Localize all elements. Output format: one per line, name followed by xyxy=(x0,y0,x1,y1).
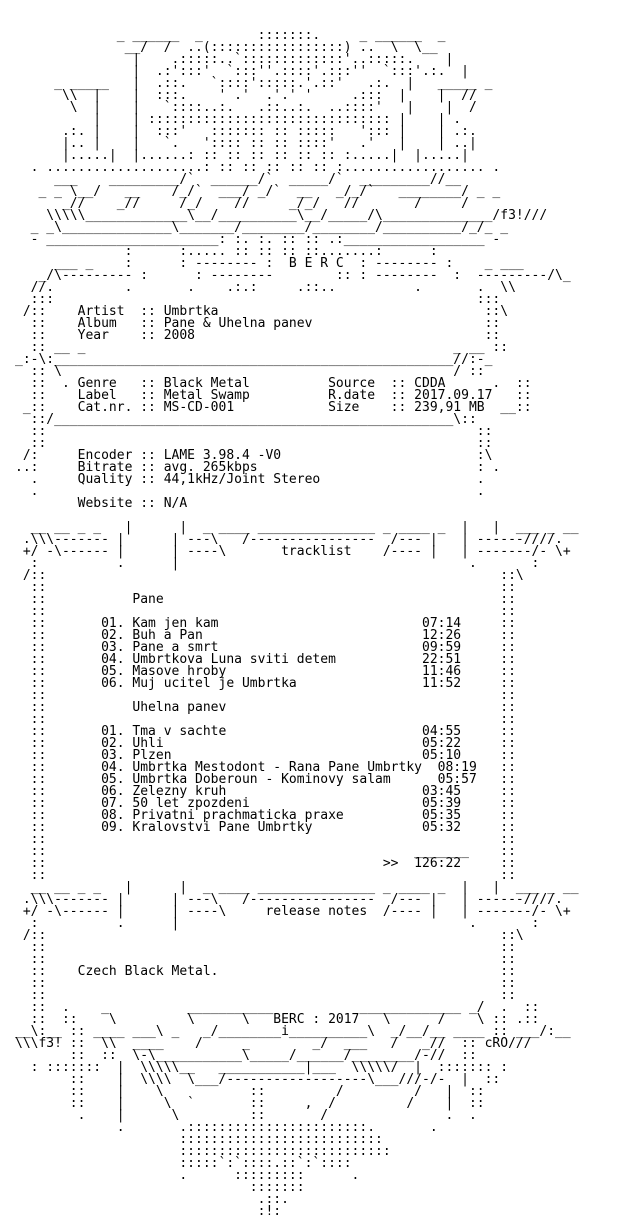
nfo-line: ___ _ : : -------- : B E R C : -------- : _ ___ xyxy=(15,256,524,271)
nfo-line: _/\--------- : : -------- :: : -------- : ---------/\_ xyxy=(15,268,571,283)
nfo-line: __/ / ..(:::::::::::::::::) .. \ \__ xyxy=(15,40,438,55)
nfo-line: . . xyxy=(15,484,485,499)
nfo-line: :: :: \ \ \ BERC : 2017 \ / \ :: .:: xyxy=(15,1012,540,1027)
nfo-line: . ::::::::: . xyxy=(15,1168,360,1183)
nfo-line: :: \ / :: xyxy=(15,364,485,379)
nfo-line: Website :: N/A xyxy=(15,496,188,511)
nfo-line: //. . . .:.: .::.. . . \\ xyxy=(15,280,516,295)
nfo-line: . | \ :: / . . xyxy=(15,1108,477,1123)
nfo-line: ::::::: xyxy=(15,1180,305,1195)
nfo-line: :: :: xyxy=(15,940,516,955)
nfo-line: :: Album :: Pane & Uhelna panev :: xyxy=(15,316,501,331)
nfo-line: __ __ _ _ | | _ ____ _______________ _ ____ _ | | ___ _ __ xyxy=(15,520,579,535)
nfo-line: \\\\\_____________\__/__________\__/_____/\______________/f3!/// xyxy=(15,208,548,223)
nfo-line: _// _// /_/ // _/_/ // / / xyxy=(15,196,493,211)
nfo-line: :: 02. Uhli 05:22 :: xyxy=(15,736,516,751)
nfo-line: ___ _________/` ______/` _____/` _________//__ xyxy=(15,172,462,187)
nfo-line: :: :: xyxy=(15,604,516,619)
nfo-line: :: | \\\\ \___/------------------\___///-/- | :: xyxy=(15,1072,501,1087)
nfo-line: /:: ::\ xyxy=(15,568,524,583)
nfo-line: +/ -\------ | | ----\ release notes /---- | | -------/- \+ xyxy=(15,904,571,919)
nfo-line: :: 04. Umbrtkova Luna sviti detem 22:51 :: xyxy=(15,652,516,667)
nfo-line: :: Pane :: xyxy=(15,592,516,607)
nfo-line: :: 02. Buh a Pan 12:26 :: xyxy=(15,628,516,643)
nfo-line: : . | . : xyxy=(15,916,540,931)
nfo-line: _:-\:___________________________________________________//:-_ xyxy=(15,352,493,367)
nfo-line: :: :: xyxy=(15,688,516,703)
nfo-line: :: 03. Plzen 05:10 :: xyxy=(15,748,516,763)
nfo-line: : . | . : xyxy=(15,556,540,571)
nfo-line: :: 03. Pane a smrt 09:59 :: xyxy=(15,640,516,655)
nfo-line: | .:':::' `:::''.::::'.:::'' `:::'.:. | xyxy=(15,64,469,79)
nfo-line: /:: ::\ xyxy=(15,928,524,943)
nfo-line: /: Encoder :: LAME 3.98.4 -V0 :\ xyxy=(15,448,493,463)
nfo-line: :: :: xyxy=(15,976,516,991)
nfo-line: :: :: xyxy=(15,436,493,451)
nfo-line: :: Year :: 2008 :: xyxy=(15,328,501,343)
nfo-line: | .:::::..`:::::::::::::'..:::::. | xyxy=(15,52,454,67)
nfo-line: :: . Genre :: Black Metal Source :: CDDA . :: xyxy=(15,376,532,391)
nfo-line: .:. | | :::' ::::::: :: ::::: '::: | | .:. xyxy=(15,124,477,139)
nfo-line: :: Label :: Metal Swamp R.date :: 2017.09.17 :: xyxy=(15,388,532,403)
nfo-line: \\\f3! :: \\ ____ / _ _/ ___ / _// :: cRO/// xyxy=(15,1036,532,1051)
nfo-line: |.....| |......: :: :: :: :: :: :: :.....| |.....| xyxy=(15,148,469,163)
nfo-line: :: 06. Muj ucitel je Umbrtka 11:52 :: xyxy=(15,676,516,691)
nfo-line: _:: Cat.nr. :: MS-CD-001 Size :: 239,91 MB __:: xyxy=(15,400,532,415)
nfo-line: ::::::::::::::::::::::::::: xyxy=(15,1144,391,1159)
nfo-line: ::: ::: xyxy=(15,292,501,307)
nfo-line: :: Uhelna panev :: xyxy=(15,700,516,715)
nfo-line: :: :: xyxy=(15,868,516,883)
nfo-line: :: 04. Umbrtka Mestodont - Rana Pane Umbrtky 08:19 :: xyxy=(15,760,516,775)
nfo-line: | | ::::::::::::::::::::::::::::::: | | . xyxy=(15,112,462,127)
nfo-line: _ _____ | .::. `::::':::::.'.::' .:. | _____ _ xyxy=(15,76,493,91)
nfo-line: /:: Artist :: Umbrtka ::\ xyxy=(15,304,509,319)
nfo-line: |.. | | `. ':::: :: :: ::::' .' | | ..| xyxy=(15,136,477,151)
nfo-line: :::::`:`::::.::`:`:::: xyxy=(15,1156,352,1171)
nfo-line: _ _\______________\_______/________/________/__________/_/_ _ xyxy=(15,220,509,235)
nfo-line: :: | \ ` :: , / / | :: xyxy=(15,1096,485,1111)
nfo-line: :: >> 126:22 :: xyxy=(15,856,516,871)
nfo-line: __ __ _ _ | | _ ____ _______________ _ ____ _ | | ___ _ __ xyxy=(15,880,579,895)
nfo-line: ..: Bitrate :: avg. 265kbps : . xyxy=(15,460,501,475)
nfo-line: : :..... :: :: :: ::.......: : xyxy=(15,244,438,259)
nfo-line: :!: xyxy=(15,1204,282,1219)
nfo-line: _ ______ _ :::::::. _ ______ _ xyxy=(15,28,446,43)
nfo-line: . .:::::::::::::::::::::::. . xyxy=(15,1120,438,1135)
nfo-line: :: 05. Masove hroby 11:46 :: xyxy=(15,664,516,679)
nfo-line: .\\\------- | | ---\ /---------------- /--- | | ------////. xyxy=(15,892,563,907)
nfo-line: - ______________________: :. :. :: :: .:__________________ - xyxy=(15,232,501,247)
nfo-line: :: :: xyxy=(15,952,516,967)
nfo-line: :: 08. Privatni prachmaticka praxe 05:35 :: xyxy=(15,808,516,823)
nfo-line: :: __ _ _ __ :: xyxy=(15,340,509,355)
nfo-line: :::::::::::::::::::::::::: xyxy=(15,1132,383,1147)
nfo-line: :: 01. Kam jen kam 07:14 :: xyxy=(15,616,516,631)
nfo-line: . Quality :: 44,1kHz/Joint Stereo . xyxy=(15,472,485,487)
nfo-line: :: 05. Umbrtka Doberoun - Kominovy salam 05:57 :: xyxy=(15,772,516,787)
nfo-line: \ | | `::::..:. .::..:. ..::::' | | / xyxy=(15,100,477,115)
nfo-line: +/ -\------ | | ----\ tracklist /---- | | -------/- \+ xyxy=(15,544,571,559)
nfo-line: :: :: \-\___________\_____/______/________/-// :: xyxy=(15,1048,477,1063)
nfo-line: __\:__ :: ____ ___\ _ _/________i__________\ _/__/__ ____ :: ___/:__ xyxy=(15,1024,571,1039)
nfo-line: :: :: xyxy=(15,424,493,439)
nfo-line: :: Czech Black Metal. :: xyxy=(15,964,516,979)
nfo-line: ::/___________________________________________________\:: xyxy=(15,412,477,427)
nfo-line: :: :: xyxy=(15,832,516,847)
nfo-line: :: . _ ___________ _____________ _/ . :: xyxy=(15,1000,540,1015)
nfo-line: :: 01. Tma v sachte 04:55 :: xyxy=(15,724,516,739)
nfo-line: .::. xyxy=(15,1192,289,1207)
nfo-line: :: 09. Kralovstvi Pane Umbrtky 05:32 :: xyxy=(15,820,516,835)
nfo-line: \\ | | :::. ' .' .'.' ' .::: | | // xyxy=(15,88,477,103)
nfo-line: :: 07. 50 let zpozdeni 05:39 :: xyxy=(15,796,516,811)
nfo-line: _ _ \__/ __ /_/` ___/ _/` __ _/_/` ________/ _ _ xyxy=(15,184,501,199)
nfo-line: :: 06. Zelezny kruh 03:45 :: xyxy=(15,784,516,799)
nfo-line: :: | \ :: / / | :: xyxy=(15,1084,485,1099)
nfo-line: . ....................: :: :: :: :: :: :.................. . xyxy=(15,160,501,175)
nfo-line: :: _______ :: xyxy=(15,844,516,859)
nfo-line: :: :: xyxy=(15,580,516,595)
nfo-line: :: :: xyxy=(15,712,516,727)
nfo-line: :: :: xyxy=(15,988,516,1003)
nfo-line: : ::::::: | \\\\\__ ___________|___ \\\\\/ | ::::::: : xyxy=(15,1060,509,1075)
nfo-line: .\\\------- | | ---\ /---------------- /--- | | ------////. xyxy=(15,532,563,547)
